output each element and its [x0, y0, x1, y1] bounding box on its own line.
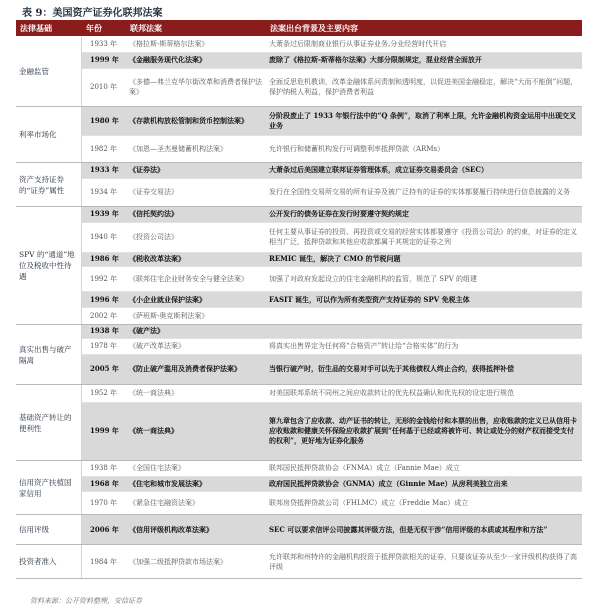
table-row — [82, 163, 582, 179]
year-cell: 1999 年 — [90, 426, 119, 436]
law-cell: 《存款机构放松管制和货币控制法案》 — [129, 116, 248, 126]
law-cell: 《信托契约法》 — [129, 209, 178, 219]
year-cell: 1933 年 — [90, 40, 118, 49]
law-cell: 《全国住宅法案》 — [129, 464, 185, 473]
year-cell: 1939 年 — [90, 209, 119, 219]
table-row — [82, 107, 582, 136]
description-cell: 联邦房贷抵押贷款公司（FHLMC）成立（Freddie Mac）成立 — [269, 499, 469, 508]
table-row — [82, 325, 582, 339]
description-cell: 允许银行和储蓄机构发行可调整利率抵押贷款（ARMs） — [269, 145, 445, 154]
table-row — [82, 179, 582, 206]
law-cell: 《投资公司法》 — [129, 233, 178, 242]
law-cell: 《税收改革法案》 — [129, 254, 185, 264]
year-cell: 1940 年 — [90, 233, 118, 242]
description-cell: 全面反思危机教训，改革金融体系问责制和透明度，以促进美国金融稳定，解决“大而不能倒”问题，保护纳税人利益，保护消费者利益 — [269, 78, 578, 97]
law-cell: 《金融服务现代化法案》 — [129, 55, 206, 65]
law-cell: 《统一商法典》 — [129, 426, 178, 436]
description-cell: 联邦国民抵押贷款协会（FNMA）成立（Fannie Mae）成立 — [269, 464, 460, 473]
table-row — [82, 37, 582, 53]
description-cell — [266, 308, 582, 324]
table-group — [16, 461, 582, 515]
table-row — [82, 253, 582, 267]
description-cell: 大萧条过后限制商业银行从事证券业务,分业经营时代开启 — [269, 40, 447, 49]
table-row — [82, 355, 582, 384]
table-row — [82, 545, 582, 578]
description-cell: REMIC 诞生，解决了 CMO 的节税问题 — [269, 254, 401, 264]
year-cell: 1982 年 — [90, 145, 118, 154]
table-row — [82, 403, 582, 460]
table-row — [82, 292, 582, 308]
year-cell: 2010 年 — [90, 83, 118, 92]
table-row — [82, 477, 582, 493]
table-group — [16, 545, 582, 579]
year-cell: 1992 年 — [90, 274, 118, 283]
law-cell: 《格拉斯-斯蒂格尔法案》 — [129, 40, 209, 49]
legal-basis-cell: 利率市场化 — [16, 107, 82, 162]
description-cell: 政府国民抵押贷款协会（GNMA）成立（Ginnie Mae）从房利美独立出来 — [269, 479, 508, 489]
table-row — [82, 492, 582, 514]
table-row — [82, 223, 582, 253]
table-row — [82, 53, 582, 69]
table-row — [82, 461, 582, 477]
year-cell: 2005 年 — [90, 364, 119, 374]
description-cell: 公开发行的债务证券在发行时要遵守契约规定 — [269, 209, 409, 219]
year-cell: 2006 年 — [90, 524, 119, 534]
year-cell: 1938 年 — [90, 326, 119, 336]
law-cell: 《证券法》 — [129, 165, 164, 175]
legal-basis-cell: 基础资产转让的便利性 — [16, 385, 82, 460]
legal-basis-cell: 信用评级 — [16, 515, 82, 544]
law-cell: 《小企业就业保护法案》 — [129, 294, 206, 304]
source-note: 资料来源：公开资料整理，安信证券 — [30, 597, 142, 605]
description-cell: FASIT 诞生，可以作为所有类型资产支持证券的 SPV 免税主体 — [269, 294, 470, 304]
law-cell: 《加恩—圣杰曼储蓄机构法案》 — [129, 145, 227, 154]
description-cell: 当银行破产时，衍生品的交易对手可以先于其他债权人终止合约，获得抵押补偿 — [269, 364, 514, 374]
description-cell: SEC 可以要求信评公司披露其评级方法，但是无权干涉“信用评级的本质或其程序和方法” — [269, 524, 548, 534]
law-cell: 《破产改革法案》 — [129, 342, 185, 351]
description-cell: 第九章包含了应收款、动产证书的转让，无形的金钱给付和本票的出售，应收账款的定义已从信用卡应收账款和健康关怀保险应收款扩展到“任何基于已经或将被许可、转让或处分的财产权而接受支付的权利”，更好地为证券化服务 — [269, 416, 577, 446]
description-cell: 废除了《格拉斯-斯蒂格尔法案》大部分限制规定，混业经营全面放开 — [269, 55, 482, 65]
table-body — [16, 37, 582, 579]
law-cell: 《加强二级抵押贷款市场法案》 — [129, 557, 227, 566]
law-cell: 《证券交易法》 — [129, 188, 178, 197]
table-row — [82, 385, 582, 403]
table-row — [82, 515, 582, 544]
header-background: 法案出台背景及主要内容 — [270, 22, 358, 33]
description-cell: 允许联邦和州特许的金融机构投资于抵押贷款相关的证券，只要该证券从至少一家评级机构获得了高评级 — [269, 552, 577, 571]
year-cell: 1986 年 — [90, 254, 119, 264]
legal-basis-cell: 金融监管 — [16, 37, 82, 106]
description-cell: 发行在全国性交易所交易的所有证券及被广泛持有的证券的实体都要履行持续进行信息披露的义务 — [269, 188, 570, 197]
header-year: 年份 — [86, 22, 102, 33]
year-cell: 1970 年 — [90, 499, 118, 508]
year-cell: 1984 年 — [90, 557, 118, 566]
table-row — [82, 69, 582, 106]
year-cell: 2002 年 — [90, 312, 118, 321]
year-cell: 1952 年 — [90, 389, 118, 398]
table-group — [16, 325, 582, 385]
table-group — [16, 515, 582, 545]
law-cell: 《信用评级机构改革法案》 — [129, 524, 213, 534]
table-row — [82, 207, 582, 223]
header-legal-basis: 法律基础 — [20, 22, 52, 33]
law-cell: 《萨班斯-奥克斯利法案》 — [129, 312, 209, 321]
description-cell: 将真实出售界定为任何将“合格资产”转让给“合格实体”的行为 — [269, 342, 459, 351]
law-cell: 《防止破产滥用及消费者保护法案》 — [129, 364, 241, 374]
year-cell: 1968 年 — [90, 479, 119, 489]
table-group — [16, 37, 582, 107]
table-title: 表 9：美国资产证券化联邦法案 — [22, 8, 163, 19]
table-header — [16, 20, 582, 36]
description-cell: 分阶段废止了 1933 年银行法中的“Q 条例”，取消了利率上限，允许金融机构资金运用中出现交叉业务 — [269, 111, 576, 131]
law-cell: 《统一商法典》 — [129, 389, 178, 398]
description-cell — [266, 325, 582, 338]
legal-basis-cell: 真实出售与破产隔离 — [16, 325, 82, 384]
law-cell: 《紧急住宅融资法案》 — [129, 499, 199, 508]
legal-basis-cell: 信用资产扶植国家信用 — [16, 461, 82, 514]
law-cell: 《住宅和城市发展法案》 — [129, 479, 206, 489]
year-cell: 1978 年 — [90, 342, 118, 351]
table-row — [82, 267, 582, 293]
table-row — [82, 339, 582, 355]
description-cell: 对美国联邦系统不同州之间应收款转让的优先权益确认和优先权的设定进行规范 — [269, 389, 514, 398]
table-row — [82, 136, 582, 162]
year-cell: 1933 年 — [90, 165, 119, 175]
year-cell: 1934 年 — [90, 188, 118, 197]
description-cell: 加强了对政府发起设立的住宅金融机构的监管，规范了 SPV 的组建 — [269, 274, 478, 283]
table-row — [82, 308, 582, 324]
table-group — [16, 207, 582, 325]
year-cell: 1938 年 — [90, 464, 118, 473]
legal-basis-cell: SPV 的“通道”地位及税收中性待遇 — [16, 207, 82, 324]
law-cell: 《联邦住宅企业财务安全与健全法案》 — [129, 274, 248, 283]
table-group — [16, 163, 582, 207]
legal-basis-cell: 资产支持证券的“证券”属性 — [16, 163, 82, 206]
description-cell: 大萧条过后美国建立联邦证券管理体系，成立证券交易委员会（SEC） — [269, 165, 488, 175]
year-cell: 1999 年 — [90, 55, 119, 65]
table-group — [16, 385, 582, 461]
legal-basis-cell: 投资者准入 — [16, 545, 82, 578]
table-group — [16, 107, 582, 163]
law-cell: 《破产法》 — [129, 326, 164, 336]
description-cell: 任何主要从事证券的投资、再投资或交易的经营实体都要遵守《投资公司法》的约束，对证券的定义相当广泛，抵押贷款和其他应收款都属于其规定的证券之列 — [269, 228, 577, 247]
year-cell: 1980 年 — [90, 116, 119, 126]
year-cell: 1996 年 — [90, 294, 119, 304]
law-cell: 《多德—弗兰克华尔街改革和消费者保护法案》 — [129, 78, 262, 97]
header-law: 联邦法案 — [130, 22, 162, 33]
